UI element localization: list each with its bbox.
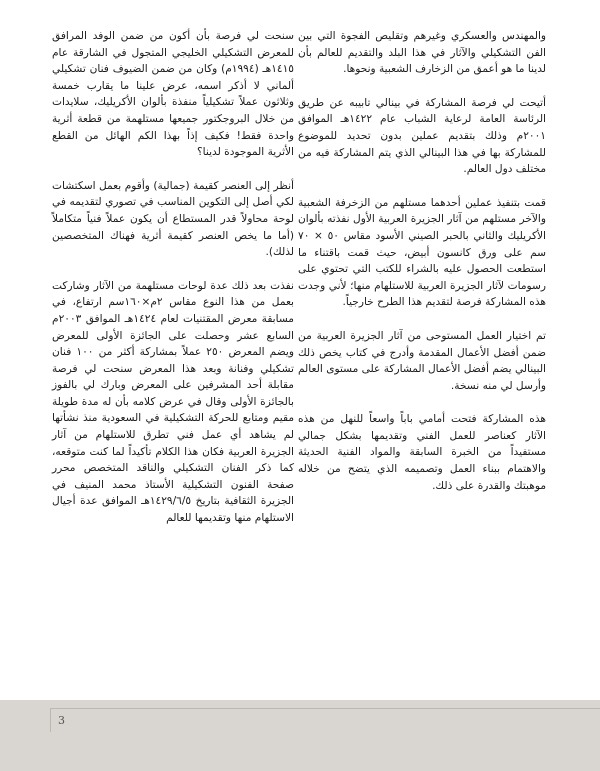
footer-divider-tick [50, 708, 51, 732]
paragraph: أنظر إلى العنصر كقيمة (جمالية) وأقوم بعمل اسكتشات لكي أصل إلى التكوين المناسب في تصوري لتقديمه في لوحة محاولاً قدر المستطاع أن يكون عملاً فنياً متكاملاً (أما ما يخص العنصر كقيمة أثرية فهناك المتخصصين لذلك). [52, 179, 294, 259]
page-number: 3 [58, 714, 65, 727]
left-text-column [52, 28, 294, 544]
paragraph: تم اختيار العمل المستوحى من آثار الجزيرة العربية من ضمن أفضل الأعمال المقدمة وأدرج في كتاب يخص ذلك البينالي يضم أفضل الأعمال المشاركة على مستوى العالم وأرسل لي منه نسخة. [298, 329, 546, 392]
right-text-column [298, 28, 546, 511]
paragraph: هذه المشاركة فتحت أمامي باباً واسعاً للنهل من هذه الآثار كعناصر للعمل الفني وتقديمها بشكل جمالي مستفيداً من الخبرة السابقة والمواد الفنية الحديثة والاهتمام ببناء العمل وتصميمه الذي يتضح من خلاله موهبتك والقدرة على ذلك. [298, 413, 546, 492]
footer-divider [50, 708, 600, 709]
paragraph: أتيحت لي فرصة المشاركة في بينالي تابيبه عن طريق الرئاسة العامة لرعاية الشباب عام ١٤٢٢هـ الموافق ٢٠٠١م وذلك بتقديم عملين بدون تحديد للموضوع للمشاركة بها في هذا البينالي الذي يتم المشاركة فيه من مختلف دول العالم. [298, 96, 547, 176]
footer-band [0, 700, 600, 771]
paragraph: نفذت بعد ذلك عدة لوحات مستلهمة من الآثار وشاركت بعمل من هذا النوع مقاس ٢م×١٦٠سم ارتفاع، في مسابقة معرض المقتنيات لعام ١٤٢٤هـ الموافق ٢٠٠٣م السابع عشر وحصلت على الجائزة الأولى للمعرض ويضم المعرض ٢٥٠ عملاً بمشاركة أكثر من ١٠٠ فنان تشكيلي وفنانة وبعد هذا المعرض سنحت لي فرصة مقابلة أحد المشرفين على المعرض وبارك لي بالفوز بالجائزة الأولى وقال في عرض كلامه بأن له مدة طويلة مقيم ومتابع للحركة التشكيلية في السعودية منذ نشأتها لم يشاهد أي عمل فني تطرق للاستلهام من آثار الجزيرة العربية فكان هذا الكلام تأكيداً لما كنت متوقعه، كما ذكر الفنان التشكيلي والناقد المتخصص محرر صفحة الفنون التشكيلية الأستاذ محمد المنيف في الجزيرة الثقافية بتاريخ ١٤٢٩/٦/٥هـ الموافق عدة أجيال الاستلهام منها وتقديمها للعالم [52, 279, 295, 525]
paragraph: قمت بتنفيذ عملين أحدهما مستلهم من الزخرفة الشعبية والآخر مستلهم من آثار الجزيرة العربية الأول نفذته بألوان الأكريليك والثاني بالحبر الصيني الأسود مقاس ٥٠ × ٧٠ سم على ورق كانسون أبيض، حيث قمت باقتناء ما استطعت الحصول عليه بالشراء للكتب التي تحتوي على رسومات لآثار الجزيرة العربية للاستلهام منها؛ لأني وجدت هذه المشاركة فرصة لتقديم هذا الطرح خارجياً. [298, 196, 546, 309]
paragraph: سنحت لي فرصة بأن أكون من ضمن الوفد المرافق للمعرض التشكيلي الخليجي المتجول في الشارقة عام ١٤١٥هـ (١٩٩٤م) وكان من ضمن الضيوف فنان تشكيلي ألماني لا أذكر اسمه، عرض علينا ما يقارب خمسة وثلاثون عملاً تشكيلياً منفذة بألوان الأكريليك، سلايدات من خلال البروجكتور جميعها مستلهمة من قطعة أثرية واحدة فقط! فكيف إذاً بهذا الكم الهائل من القطع الأثرية الموجودة لدينا؟ [52, 30, 294, 159]
paragraph: والمهندس والعسكري وغيرهم وتقليص الفجوة التي بين الفن التشكيلي والآثار في هذا البلد والتقديم للعالم بأن لدينا ما هو أعمق من الزخارف الشعبية ونحوها. [298, 30, 546, 76]
